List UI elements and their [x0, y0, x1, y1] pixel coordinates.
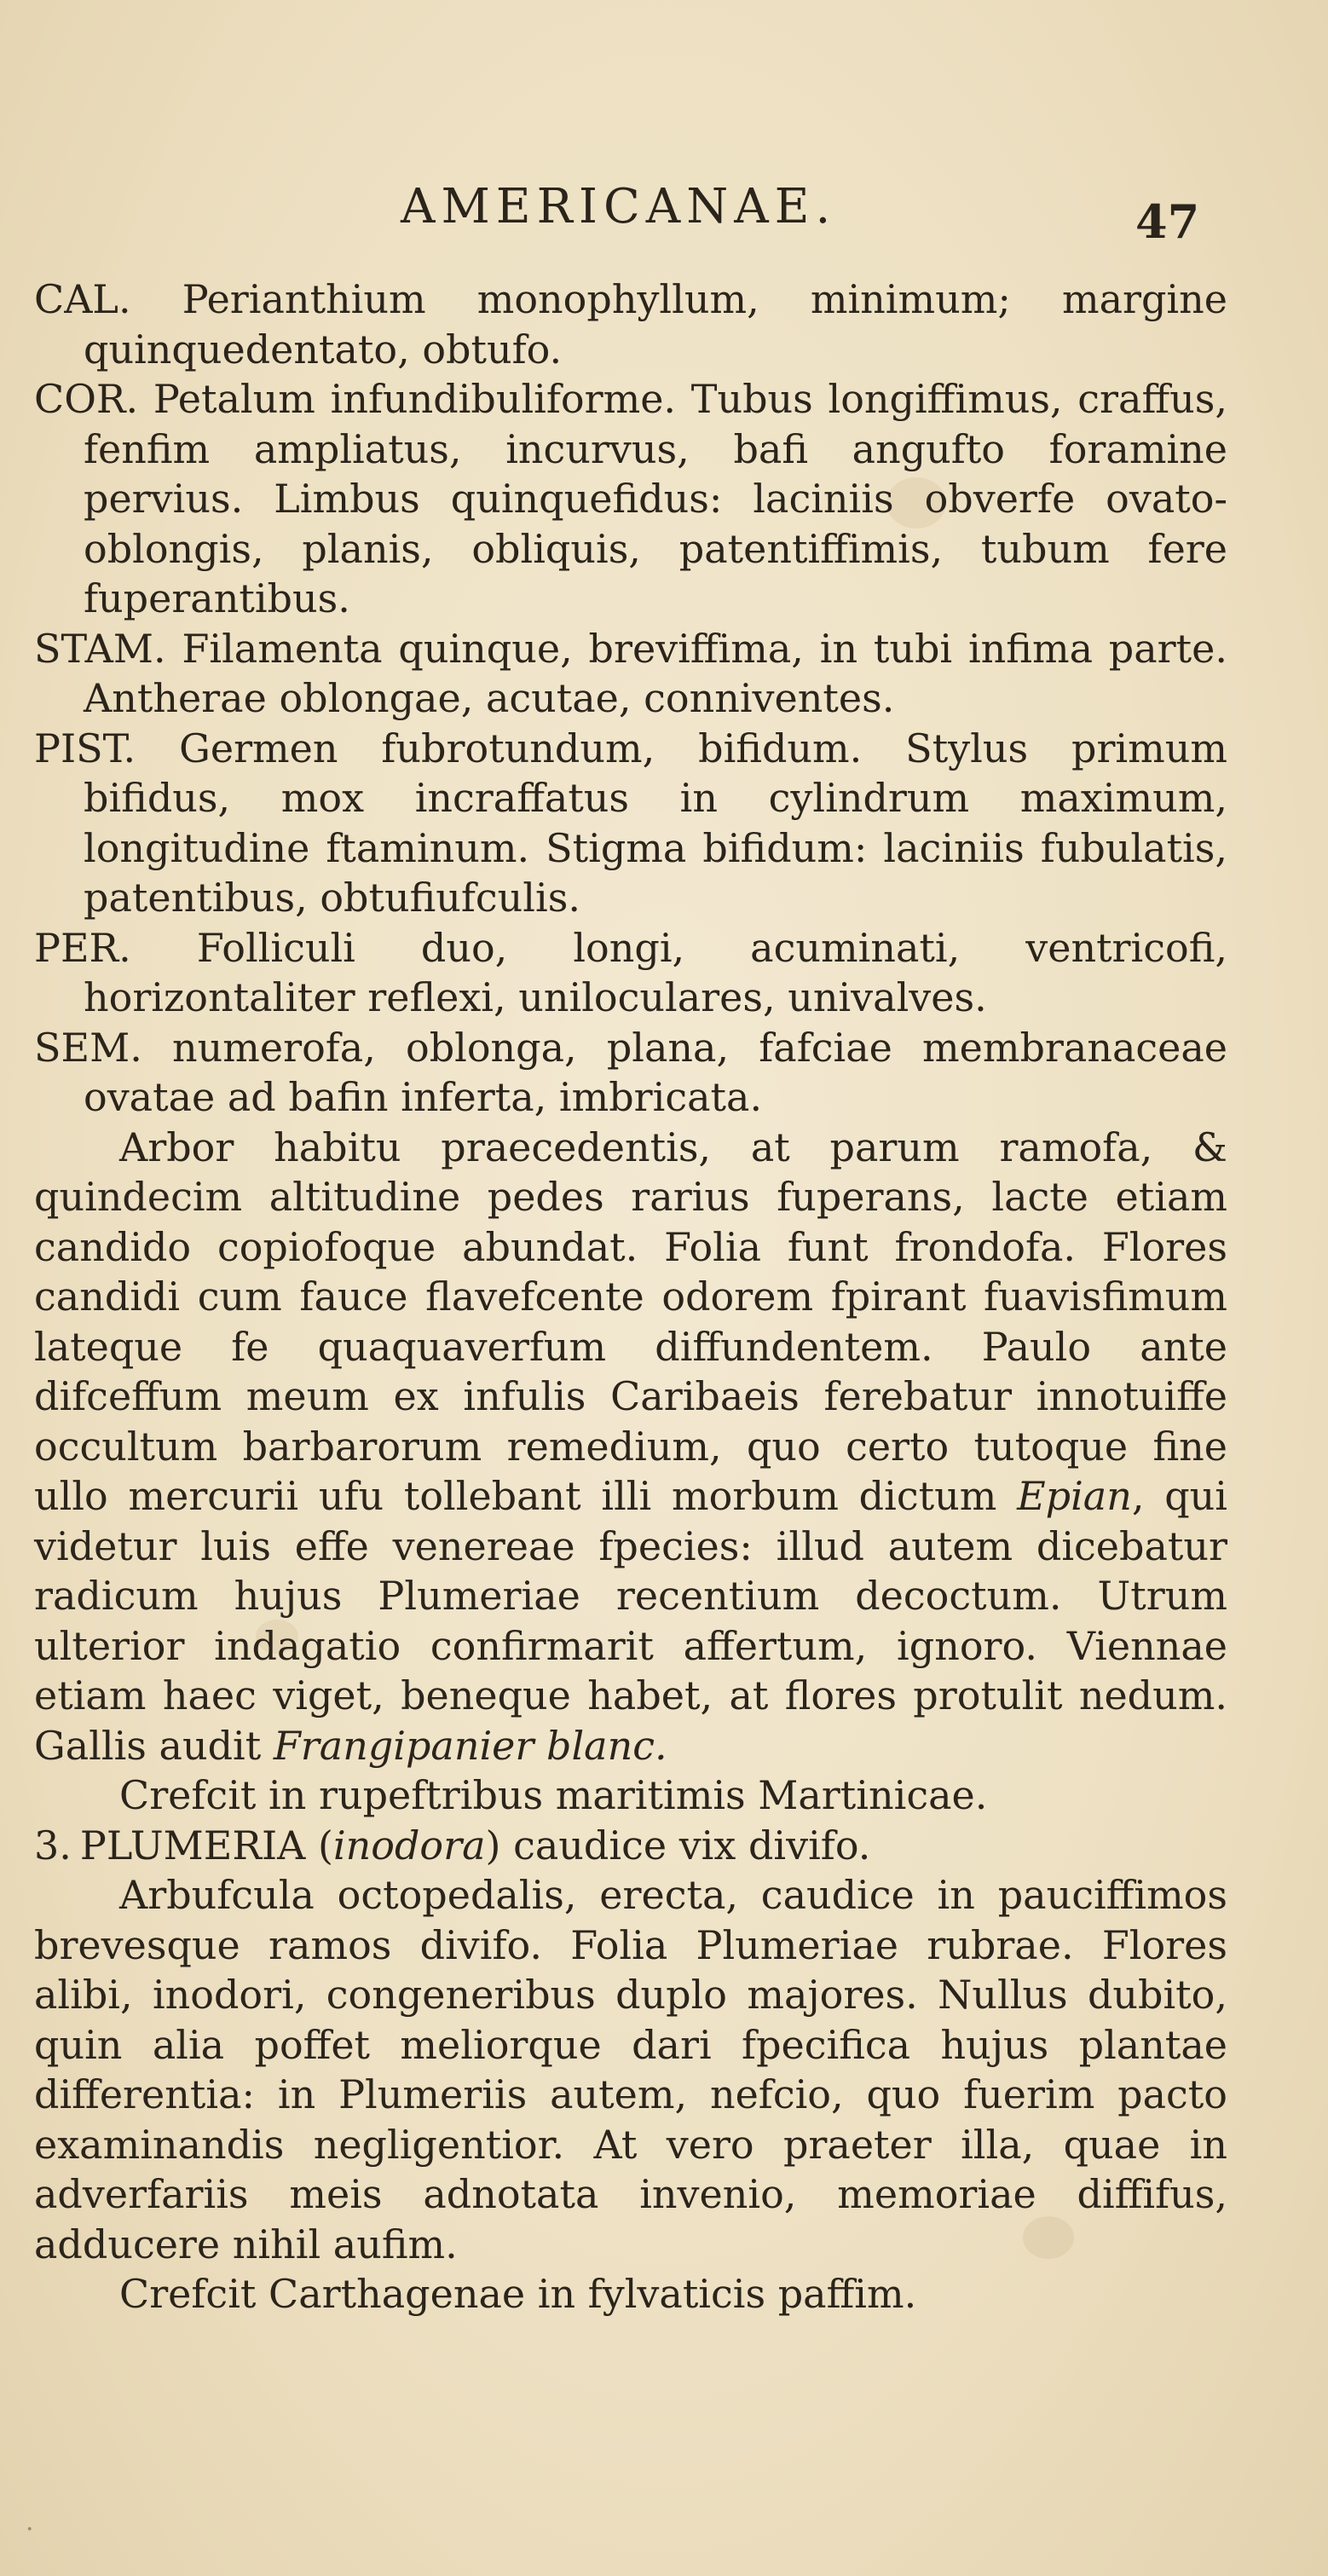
paragraph-arbuscula: Arbufcula octopedalis, erecta, caudice in pauciffimos brevesque ramos divifo. Folia Plumeriae rubrae. Flores alibi, inodori, congeneribus duplo majores. Nullus dubito, quin alia poffet meliorque dari fpecifica hujus plantae differentia: in Plumeriis autem, nefcio, quo fuerim pacto examinandis negligentior. At vero praeter illa, quae in adverfariis meis adnotata invenio, memoriae diffifus, adducere nihil aufim. [34, 1872, 1227, 2267]
block-text: Filamenta quinque, breviffima, in tubi infima parte. Antherae oblongae, acutae, conniventes. [84, 625, 1228, 721]
block-text: Petalum infundibuliforme. Tubus longiffimus, craffus, fenfim ampliatus, incurvus, bafi angufto foramine pervius. Limbus quinquefidus: laciniis obverfe ovato-oblongis, planis, obliquis, patentiffimis, tubum fere fuperantibus. [84, 376, 1227, 621]
block-text: Germen fubrotundum, bifidum. Stylus primum bifidus, mox incraffatus in cylindrum maximum, longitudine ftaminum. Stigma bifidum: laciniis fubulatis, patentibus, obtufiufculis. [84, 725, 1228, 921]
habitat-line: Crefcit Carthagenae in fylvaticis paffim. [119, 2271, 917, 2317]
description-cal [34, 274, 1227, 374]
description-sem [34, 1023, 1227, 1123]
block-text: Folliculi duo, longi, acuminati, ventricofi, horizontaliter reflexi, uniloculares, univalves. [84, 924, 1228, 1020]
habitat-line: Crefcit in rupeftribus maritimis Martinicae. [119, 1772, 988, 1818]
species-diagnosis: caudice vix divifo. [513, 1822, 871, 1868]
block-label: CAL. [34, 276, 131, 322]
description-cor [34, 374, 1227, 624]
paragraph-arbor [34, 1123, 1227, 1771]
block-label: COR. [34, 376, 139, 422]
french-common-name: Frangipanier blanc. [273, 1722, 667, 1769]
genus-name: PLUMERIA [79, 1822, 306, 1868]
description-stam [34, 624, 1227, 724]
paragraph-text: Arbor habitu praecedentis, at parum ramofa, & quindecim altitudine pedes rarius fuperans, lacte etiam candido copiofoque abundat. Folia funt frondofa. Flores candidi cum fauce flavefcente odorem fpirant fuavisfimum lateque fe quaquaverfum diffundentem. Paulo ante difceffum meum ex infulis Caribaeis ferebatur innotuiffe occultum barbarorum remedium, quo certo tutoque fine ullo mercurii ufu tollebant illi morbum dictum [34, 1123, 1227, 1519]
species-epithet: inodora [332, 1822, 486, 1868]
running-title: AMERICANAE. [401, 179, 837, 234]
page-number: 47 [1135, 194, 1200, 249]
block-label: SEM. [34, 1024, 142, 1071]
body-text [34, 274, 1227, 2319]
block-label: STAM. [34, 625, 166, 672]
block-text: Perianthium monophyllum, minimum; margine quinquedentato, obtufo. [84, 276, 1227, 373]
description-per [34, 923, 1227, 1023]
block-text: numerofa, oblonga, plana, fafciae membranaceae ovatae ad bafin inferta, imbricata. [84, 1024, 1227, 1120]
description-pist [34, 724, 1227, 923]
block-label: PER. [34, 924, 131, 971]
species-heading: 3. PLUMERIA (inodora) caudice vix divifo. [34, 1822, 871, 1868]
paragraph-text: , qui videtur luis effe venereae fpecies: illud autem dicebatur radicum hujus Plumeriae recentium decoctum. Utrum ulterior indagatio confirmarit affertum, ignoro. Viennae etiam haec viget, beneque habet, at flores protulit nedum. Gallis audit [34, 1473, 1227, 1769]
margin-mark: · [26, 2515, 34, 2544]
disease-name: Epian [1017, 1473, 1132, 1519]
species-number: 3. [34, 1822, 72, 1868]
running-head [0, 179, 1328, 249]
block-label: PIST. [34, 725, 136, 771]
